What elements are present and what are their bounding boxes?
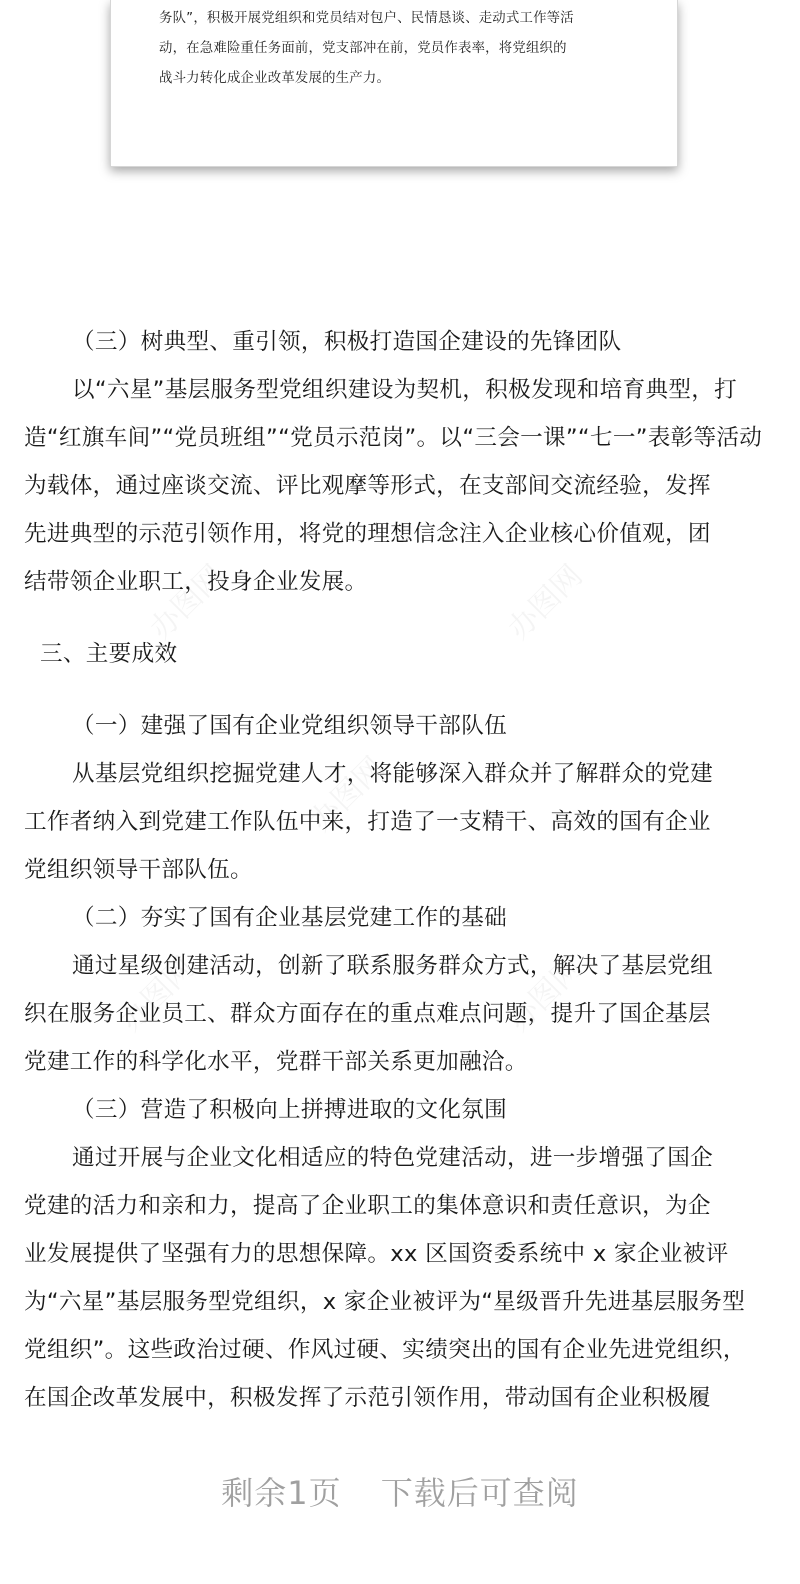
section-heading: 三、主要成效 bbox=[40, 641, 178, 667]
paragraph-line: 党建的活力和亲和力，提高了企业职工的集体意识和责任意识，为企 bbox=[24, 1193, 711, 1219]
remaining-pages-label: 剩余1页 bbox=[221, 1474, 342, 1512]
paragraph-line: 在国企改革发展中，积极发挥了示范引领作用，带动国有企业积极履 bbox=[24, 1385, 711, 1411]
paragraph-line: 党建工作的科学化水平，党群干部关系更加融洽。 bbox=[24, 1049, 528, 1075]
paragraph-line: 工作者纳入到党建工作队伍中来，打造了一支精干、高效的国有企业 bbox=[24, 809, 711, 835]
watermark bbox=[496, 553, 591, 648]
paragraph-line: 织在服务企业员工、群众方面存在的重点难点问题，提升了国企基层 bbox=[24, 1001, 711, 1027]
paragraph-line: 以“六星”基层服务型党组织建设为契机，积极发现和培育典型，打 bbox=[72, 377, 738, 403]
download-to-view-link[interactable]: 下载后可查阅 bbox=[380, 1474, 579, 1512]
paragraph-line: 造“红旗车间”“党员班组”“党员示范岗”。以“三会一课”“七一”表彰等活动 bbox=[24, 425, 763, 451]
download-prompt[interactable] bbox=[0, 1468, 800, 1514]
card-line: 动，在急难险重任务面前，党支部冲在前，党员作表率，将党组织的 bbox=[159, 41, 567, 56]
subsection-heading: （二）夯实了国有企业基层党建工作的基础 bbox=[72, 905, 507, 931]
subsection-heading: （一）建强了国有企业党组织领导干部队伍 bbox=[72, 713, 507, 739]
paragraph-line: 从基层党组织挖掘党建人才，将能够深入群众并了解群众的党建 bbox=[72, 761, 714, 787]
paragraph-line: 党组织领导干部队伍。 bbox=[24, 857, 253, 883]
paragraph-line: 为“六星”基层服务型党组织，x 家企业被评为“星级晋升先进基层服务型 bbox=[24, 1289, 746, 1315]
paragraph-line: 党组织”。这些政治过硬、作风过硬、实绩突出的国有企业先进党组织， bbox=[24, 1337, 746, 1363]
card-paragraph bbox=[159, 4, 639, 94]
paragraph-line: 业发展提供了坚强有力的思想保障。xx 区国资委系统中 x 家企业被评 bbox=[24, 1241, 729, 1267]
paragraph-line: 通过开展与企业文化相适应的特色党建活动，进一步增强了国企 bbox=[72, 1145, 714, 1171]
paragraph-line: 通过星级创建活动，创新了联系服务群众方式，解决了基层党组 bbox=[72, 953, 714, 979]
paragraph-line: 先进典型的示范引领作用，将党的理想信念注入企业核心价值观，团 bbox=[24, 521, 711, 547]
paragraph-line: 为载体，通过座谈交流、评比观摩等形式，在支部间交流经验，发挥 bbox=[24, 473, 711, 499]
previous-page-card bbox=[110, 0, 678, 167]
card-line: 务队”，积极开展党组织和党员结对包户、民情恳谈、走动式工作等活 bbox=[159, 11, 574, 26]
subsection-heading: （三）营造了积极向上拼搏进取的文化氛围 bbox=[72, 1097, 507, 1123]
paragraph-line: 结带领企业职工，投身企业发展。 bbox=[24, 569, 368, 595]
subsection-heading: （三）树典型、重引领，积极打造国企建设的先锋团队 bbox=[72, 329, 622, 355]
card-line: 战斗力转化成企业改革发展的生产力。 bbox=[159, 71, 391, 86]
